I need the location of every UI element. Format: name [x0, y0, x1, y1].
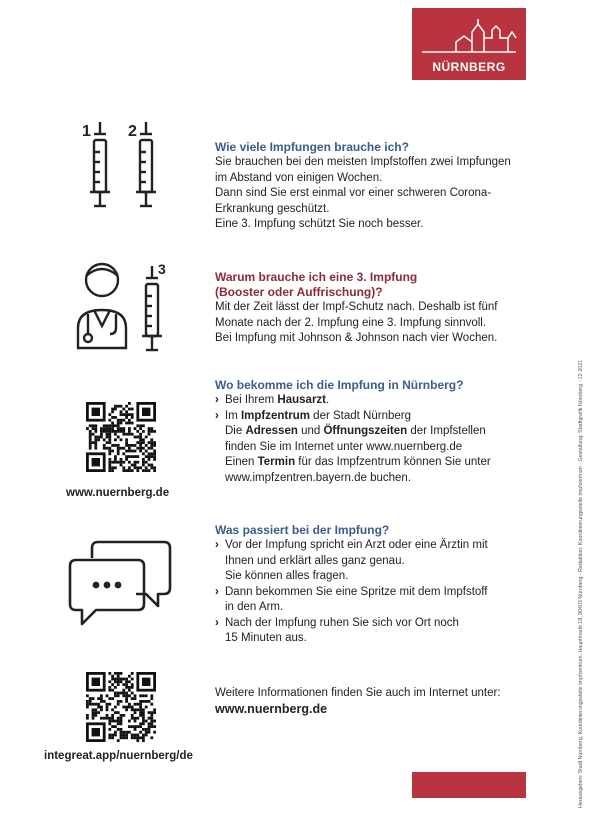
bullet-item: [215, 409, 545, 425]
text-line: Weitere Informationen finden Sie auch im Internet unter:: [215, 687, 501, 699]
chat-bubbles-icon: [66, 538, 176, 630]
text-part: der Impfstellen: [407, 425, 486, 437]
bullet-chevron-icon: ›: [215, 539, 219, 551]
text-line: www.impfzentren.bayern.de buchen.: [225, 471, 412, 484]
bullet-item: [215, 585, 545, 601]
website-link[interactable]: www.nuernberg.de: [215, 701, 328, 716]
text-line: Erkrankung geschützt.: [215, 202, 330, 215]
section-where: [215, 378, 545, 486]
section-heading: Wie viele Impfungen brauche ich?: [215, 140, 409, 154]
bullet-text: Dann bekommen Sie eine Spritze mit dem Impfstoff: [225, 585, 488, 598]
text-line: Dann sind Sie erst einmal vor einer schweren Corona-: [215, 187, 492, 199]
text-line: Mit der Zeit lässt der Impf-Schutz nach. Deshalb ist fünf: [215, 301, 498, 313]
syringe-number-1: 1: [82, 123, 91, 140]
text-line: Bei Impfung mit Johnson & Johnson nach vier Wochen.: [215, 332, 498, 344]
imprint-side-text: Herausgeben: Stadt Nürnberg, Koordinierungsstelle Impfzentrum, Hauptmarkt 18, 90403 Nürnberg - Redaktion: Koordinierungsstelle Impfzentrum - Gestaltung: Stadtgrafik Nürnberg - 12-2021: [578, 359, 584, 808]
text-line: [215, 424, 545, 440]
bullet-item: [215, 538, 545, 554]
section-heading: Warum brauche ich eine 3. Impfung: [215, 270, 418, 284]
text-bold: Adressen: [245, 425, 298, 437]
section-more-info: [215, 686, 545, 717]
syringe-number-2: 2: [128, 123, 137, 140]
text-line: 15 Minuten aus.: [225, 632, 307, 644]
bullet-text: Im: [225, 409, 241, 422]
bullet-text: .: [326, 394, 330, 406]
section-heading-sub: (Booster oder Auffrischung)?: [215, 285, 383, 299]
text-line: Monate nach der 2. Impfung eine 3. Impfung sinnvoll.: [215, 316, 487, 329]
section-booster: [215, 270, 545, 347]
section-heading: Wo bekomme ich die Impfung in Nürnberg?: [215, 378, 464, 392]
text-part: Einen: [225, 456, 258, 468]
text-bold: Termin: [257, 456, 296, 468]
bullet-chevron-icon: ›: [215, 394, 219, 406]
text-line: in den Arm.: [225, 601, 284, 613]
qr-caption-nuernberg[interactable]: www.nuernberg.de: [66, 487, 170, 499]
text-line: [215, 455, 545, 471]
bullet-chevron-icon: ›: [215, 585, 219, 598]
logo-text: NÜRNBERG: [432, 60, 506, 74]
text-line: Eine 3. Impfung schützt Sie noch besser.: [215, 218, 424, 230]
section-what-happens: [215, 523, 545, 647]
text-part: Die: [225, 425, 246, 437]
qr-code-nuernberg[interactable]: [86, 402, 156, 472]
text-line: Sie brauchen bei den meisten Impfstoffen zwei Impfungen: [215, 156, 511, 168]
text-line: Ihnen und erklärt alles ganz genau.: [225, 554, 405, 567]
bullet-chevron-icon: ›: [215, 616, 219, 629]
bullet-bold: Impfzentrum: [240, 409, 310, 422]
section-how-many: [215, 140, 545, 233]
bullet-bold: Hausarzt: [277, 394, 326, 406]
text-part: für das Impfzentrum können Sie unter: [295, 456, 491, 468]
booster-number: 3: [158, 261, 166, 277]
section-heading: Was passiert bei der Impfung?: [215, 523, 390, 537]
bullet-item: [215, 393, 545, 409]
text-line: Sie können alles fragen.: [225, 570, 349, 582]
booster-person-icon: [72, 258, 172, 358]
qr-caption-integreat[interactable]: integreat.app/nuernberg/de: [44, 750, 193, 762]
text-part: und: [297, 425, 324, 437]
text-line: finden Sie im Internet unter www.nuernberg.de: [225, 440, 463, 453]
nuernberg-logo: [412, 8, 526, 80]
syringes-icon: [80, 120, 170, 220]
bullet-text: Vor der Impfung spricht ein Arzt oder eine Ärztin mit: [225, 539, 488, 551]
text-line: im Abstand von einigen Wochen.: [215, 171, 383, 184]
bullet-item: [215, 616, 545, 632]
footer-bar: [412, 772, 526, 798]
bullet-text: Nach der Impfung ruhen Sie sich vor Ort noch: [225, 616, 459, 629]
bullet-chevron-icon: ›: [215, 409, 219, 422]
bullet-text: Bei Ihrem: [225, 394, 278, 406]
bullet-text: der Stadt Nürnberg: [309, 409, 411, 422]
qr-code-integreat[interactable]: [86, 672, 156, 742]
text-bold: Öffnungszeiten: [323, 425, 408, 437]
